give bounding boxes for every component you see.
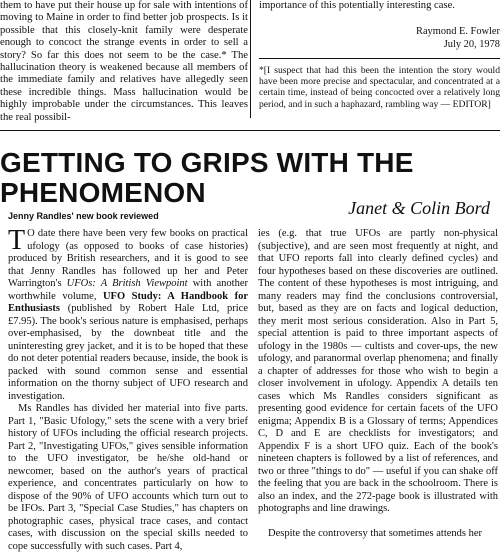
editor-note: *[I suspect that had this been the intention the story would have been more precise and spectacular, and concentrated at a certain time, instead of being concocted over a relatively long period, and in such a haphazard, rambling way — EDITOR]	[259, 64, 500, 110]
section-divider	[0, 130, 500, 131]
article-column-right	[258, 228, 498, 540]
article-column-left	[8, 225, 248, 553]
article-paragraph: ies (e.g. that true UFOs are partly non-physical (subjective), and are seen most frequently at night, and that UFO reports fall into clearly defined cycles) and four hypotheses based on these discoveries are outlined. The content of these hypotheses is most intriguing, and many readers may find the conclusions controversial, but, based as they are on facts and logical deduction, they merit most serious consideration. Also in Part 5, special attention is paid to three important aspects of ufology in the 1980s — cultists and cover-ups, the new ufology, and paranormal overlap phenomena; and finally a chapter of addresses for those who wish to begin a closer involvement in ufology. Appendix A details ten cases which Ms Randles considers significant as presenting good evidence for certain facets of the UFO enigma; Appendix B is a Glossary of terms; Appendices C, D and E are checklists for investigators; and Appendix F is a short UFO quiz. Each of the book's nineteen chapters is followed by a list of references, and two or three "things to do" — useful if you can shake off the feeling that you are back in the schoolroom. There is also an index, and the 272-page book is illustrated with photographs and line drawings.	[258, 228, 498, 514]
article-headline: GETTING TO GRIPS WITH THE PHENOMENON	[0, 147, 414, 208]
article-paragraph: Ms Randles has divided her material into five parts. Part 1, "Basic Ufology," sets the scene with a very brief history of UFOs including the official research projects. Part 2, "Investigating UFOs," gives sensible information to the UFO investigator, be he/she old-hand or newcomer, based on the author's years of practical experience, and concentrates particularly on how to dispose of the 90% of UFO accounts which turn out to be IFOs. Part 3, "Special Case Studies," has chapters on photographic cases, physical trace cases, and contact cases, with discussion on the special skills needed to cope successfully with such cases. Part 4,	[8, 403, 248, 552]
article-date: July 20, 1978	[443, 38, 500, 50]
drop-cap: T	[8, 225, 26, 256]
author-signature	[259, 26, 500, 50]
article-kicker: Jenny Randles' new book reviewed	[8, 211, 159, 221]
book-title: UFOs: A British Viewpoint	[66, 278, 188, 289]
previous-article-text: them to have put their house up for sale with intentions of moving to Maine in order to find better job prospects. Is it possible that this closely-knit family were desperate enough to concoct the strange events in order to sell a story? So far this does not seem to be the case.* The hallucination theory is weakened because all members of the immediate family and relatives have allegedly seen these incredible things. Mass hallucination would be highly improbable under the circumstances. This leaves the real possibil-	[0, 0, 248, 123]
article-byline: Janet & Colin Bord	[348, 198, 490, 218]
previous-article-column-right	[259, 0, 500, 110]
note-rule	[259, 58, 500, 59]
column-divider	[250, 0, 251, 118]
previous-article-closing-line: importance of this potentially interesting case.	[259, 0, 455, 11]
article-paragraph: T O date there have been very few books on practical ufology (as opposed to books of case histories) produced by British researchers, and it is good to see that Jenny Randles has followed up her and Peter Warrington's UFOs: A British Viewpoint with another worthwhile volume, UFO Study: A Handbook for Enthusiasts (published by Robert Hale Ltd, price £7.95). The book's serious nature is emphasised, perhaps over-emphasised, by the downbeat title and the uninteresting grey jacket, and it is to be hoped that these do not deter potential readers because, inside, the book is packed with sound common sense and essential information on the thorny subject of UFO research and investigation.	[8, 225, 248, 402]
article-paragraph: Despite the controversy that sometimes attends her	[268, 527, 483, 539]
author-name: Raymond E. Fowler	[416, 26, 500, 38]
reviewed-book-title: UFO Study: A Handbook for Enthusiasts	[8, 290, 248, 314]
previous-article-column-left	[0, 0, 248, 124]
